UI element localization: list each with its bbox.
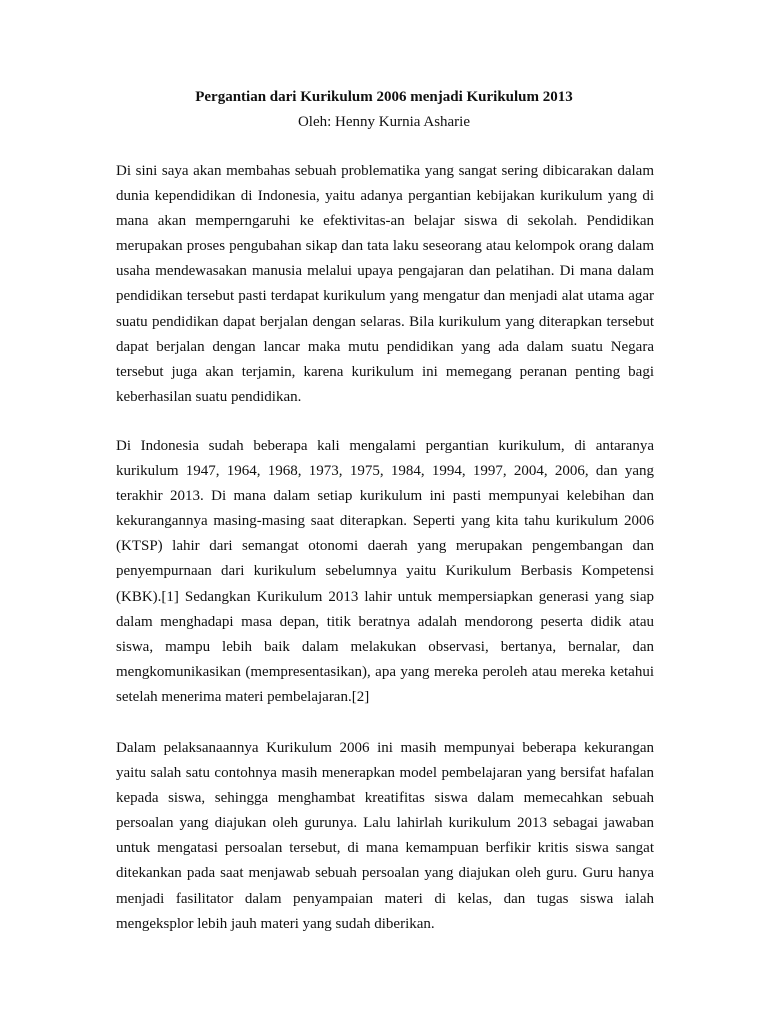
- paragraph-curriculum-history: Di Indonesia sudah beberapa kali mengalami pergantian kurikulum, di antaranya kurikulum 1947, 1964, 1968, 1973, 1975, 1984, 1994, 1997, 2004, 2006, dan yang terakhir 2013. Di mana dalam setiap kurikulum ini pasti mempunyai kelebihan dan kekurangannya masing-masing saat diterapkan. Seperti yang kita tahu kurikulum 2006 (KTSP) lahir dari semangat otonomi daerah yang merupakan pengembangan dan penyempurnaan dari kurikulum sebelumnya yaitu Kurikulum Berbasis Kompetensi (KBK).[1] Sedangkan Kurikulum 2013 lahir untuk mempersiapkan generasi yang siap dalam menghadapi masa depan, titik beratnya adalah mendorong peserta didik atau siswa, mampu lebih baik dalam melakukan observasi, bertanya, bernalar, dan mengkomunikasikan (mempresentasikan), apa yang mereka peroleh atau mereka ketahui setelah menerima materi pembelajaran.[2]: [116, 438, 654, 705]
- document-author: Oleh: Henny Kurnia Asharie: [297, 114, 471, 130]
- document-title: Pergantian dari Kurikulum 2006 menjadi Kurikulum 2013: [195, 89, 573, 105]
- paragraph-implementation: Dalam pelaksanaannya Kurikulum 2006 ini masih mempunyai beberapa kekurangan yaitu salah satu contohnya masih menerapkan model pembelajaran yang bersifat hafalan kepada siswa, sehingga menghambat kreatifitas siswa dalam memecahkan sebuah persoalan yang diajukan oleh gurunya. Lalu lahirlah kurikulum 2013 sebagai jawaban untuk mengatasi persoalan tersebut, di mana kemampuan berfikir kritis siswa sangat ditekankan pada saat menjawab sebuah persoalan yang diajukan oleh guru. Guru hanya menjadi fasilitator dalam penyampaian materi di kelas, dan tugas siswa ialah mengeksplor lebih jauh materi yang sudah diberikan.: [116, 740, 654, 932]
- paragraph-intro: Di sini saya akan membahas sebuah problematika yang sangat sering dibicarakan dalam dunia kependidikan di Indonesia, yaitu adanya pergantian kebijakan kurikulum yang di mana akan memperngaruhi ke efektivitas-an belajar siswa di sekolah. Pendidikan merupakan proses pengubahan sikap dan tata laku seseorang atau kelompok orang dalam usaha mendewasakan manusia melalui upaya pengajaran dan pelatihan. Di mana dalam pendidikan tersebut pasti terdapat kurikulum yang mengatur dan menjadi alat utama agar suatu pendidikan dapat berjalan dengan selaras. Bila kurikulum yang diterapkan tersebut dapat berjalan dengan lancar maka mutu pendidikan yang ada dalam suatu Negara tersebut juga akan terjamin, karena kurikulum ini memegang peranan penting bagi keberhasilan suatu pendidikan.: [116, 163, 654, 405]
